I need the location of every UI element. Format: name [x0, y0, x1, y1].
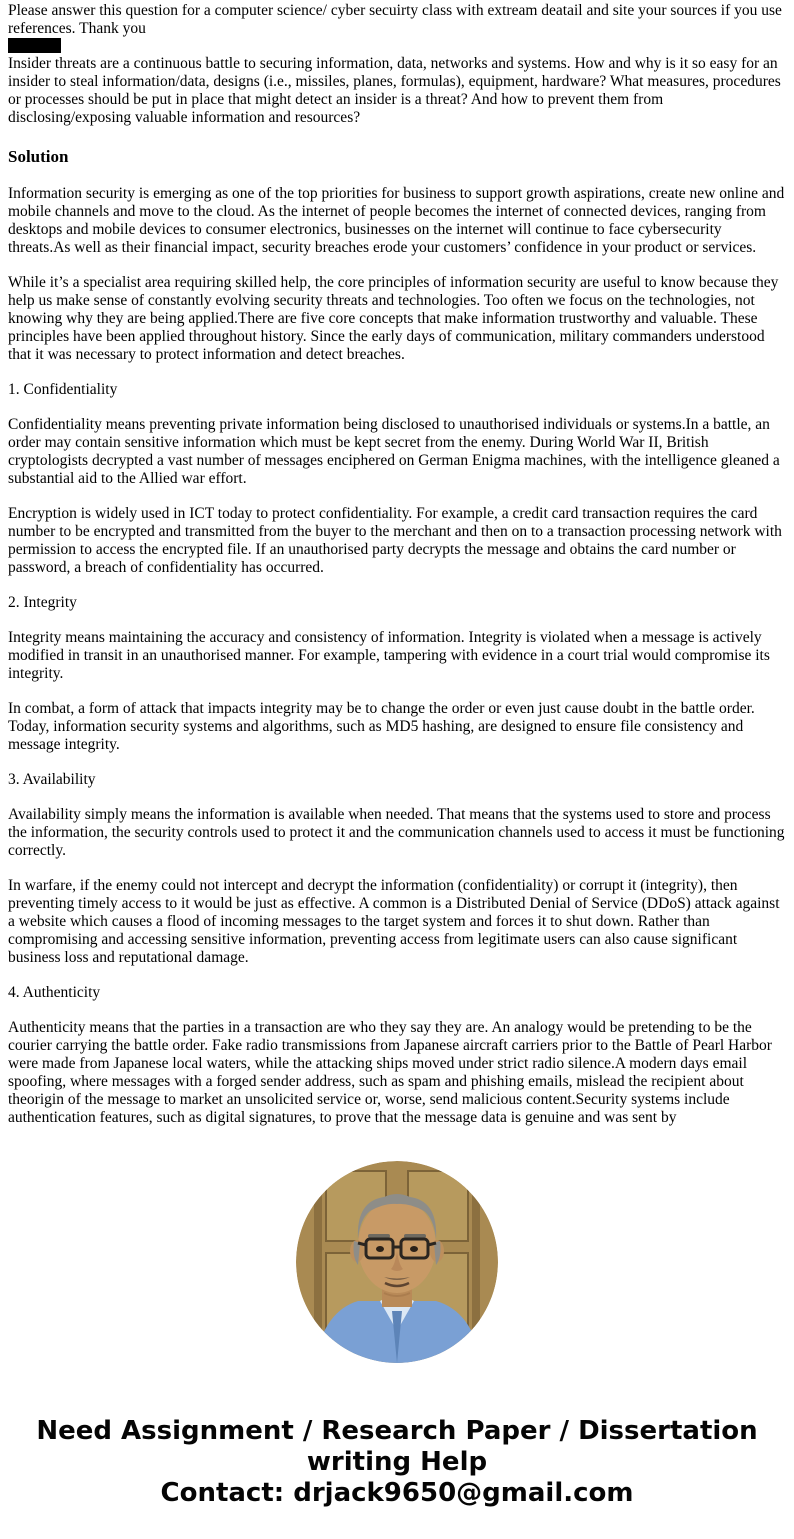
- solution-heading: Solution: [8, 147, 69, 166]
- solution-paragraph: In warfare, if the enemy could not intercept and decrypt the information (confidentiality) or corrupt it (integrity), then preventing timely access to it would be just as effective. A common is a Distributed Denial of Service (DDoS) attack against a website which causes a flood of incoming messages to the target system and forces it to shut down. Rather than compromising and accessing sensitive information, preventing access from legitimate users can also cause significant business loss and reputational damage.: [8, 877, 780, 966]
- solution-paragraph: Information security is emerging as one of the top priorities for business to support growth aspirations, create new online and mobile channels and move to the cloud. As the internet of people becomes the internet of connected devices, ranging from desktops and mobile devices to consumer electronics, businesses on the internet will continue to face cybersecurity threats.As well as their financial impact, security breaches erode your customers’ confidence in your product or services.: [8, 185, 785, 256]
- redaction-box: [8, 38, 61, 53]
- solution-paragraph: Integrity means maintaining the accuracy and consistency of information. Integrity is violated when a message is actively modified in transit in an unauthorised manner. For example, tampering with evidence in a court trial would compromise its integrity.: [8, 629, 770, 682]
- question-body: Insider threats are a continuous battle to securing information, data, networks and systems. How and why is it so easy for an insider to steal information/data, designs (i.e., missiles, planes, formulas), equipment, hardware? What measures, procedures or processes should be put in place that might detect an insider is a threat? And how to prevent them from disclosing/exposing valuable information and resources?: [8, 55, 781, 126]
- portrait-man-glasses-icon: [296, 1161, 498, 1363]
- question-intro: Please answer this question for a computer science/ cyber secuirty class with extream deatail and site your sources if you use references. Thank you: [8, 2, 782, 37]
- footer-contact-text: Contact: drjack9650@gmail.com: [160, 1478, 634, 1508]
- section-heading-availability: 3. Availability: [8, 771, 96, 788]
- solution-paragraph: Confidentiality means preventing private information being disclosed to unauthorised individuals or systems.In a battle, an order may contain sensitive information which must be kept secret from the enemy. During World War II, British cryptologists decrypted a vast number of messages enciphered on German Enigma machines, with the intelligence gleaned a substantial aid to the Allied war effort.: [8, 416, 780, 487]
- footer-ad: [8, 1416, 786, 1509]
- author-photo-container: [8, 1161, 786, 1368]
- solution-paragraph: Availability simply means the information is available when needed. That means that the systems used to store and process the information, the security controls used to protect it and the communication channels used to access it must be functioning correctly.: [8, 806, 785, 859]
- solution-paragraph: In combat, a form of attack that impacts integrity may be to change the order or even just cause doubt in the battle order. Today, information security systems and algorithms, such as MD5 hashing, are designed to ensure file consistency and message integrity.: [8, 700, 755, 753]
- footer-help-text: Need Assignment / Research Paper / Dissertation writing Help: [36, 1416, 758, 1477]
- solution-paragraph: While it’s a specialist area requiring skilled help, the core principles of information security are useful to know because they help us make sense of constantly evolving security threats and technologies. Too often we focus on the technologies, not knowing why they are being applied.There are five core concepts that make information trustworthy and valuable. These principles have been applied throughout history. Since the early days of communication, military commanders understood that it was necessary to protect information and detect breaches.: [8, 274, 779, 363]
- solution-paragraph: Encryption is widely used in ICT today to protect confidentiality. For example, a credit card transaction requires the card number to be encrypted and transmitted from the buyer to the merchant and then on to a transaction processing network with permission to access the encrypted file. If an unauthorised party decrypts the message and obtains the card number or password, a breach of confidentiality has occurred.: [8, 505, 782, 576]
- section-heading-authenticity: 4. Authenticity: [8, 984, 101, 1001]
- section-heading-confidentiality: 1. Confidentiality: [8, 381, 118, 398]
- author-photo: [296, 1161, 498, 1363]
- solution-paragraph: Authenticity means that the parties in a transaction are who they say they are. An analogy would be pretending to be the courier carrying the battle order. Fake radio transmissions from Japanese aircraft carriers prior to the Battle of Pearl Harbor were made from Japanese local waters, while the attacking ships moved under strict radio silence.A modern days email spoofing, where messages with a forged sender address, such as spam and phishing emails, mislead the recipient about theorigin of the message to market an unsolicited service or, worse, send malicious content.Security systems include authentication features, such as digital signatures, to prove that the message data is genuine and was sent by: [8, 1019, 772, 1126]
- section-heading-integrity: 2. Integrity: [8, 594, 77, 611]
